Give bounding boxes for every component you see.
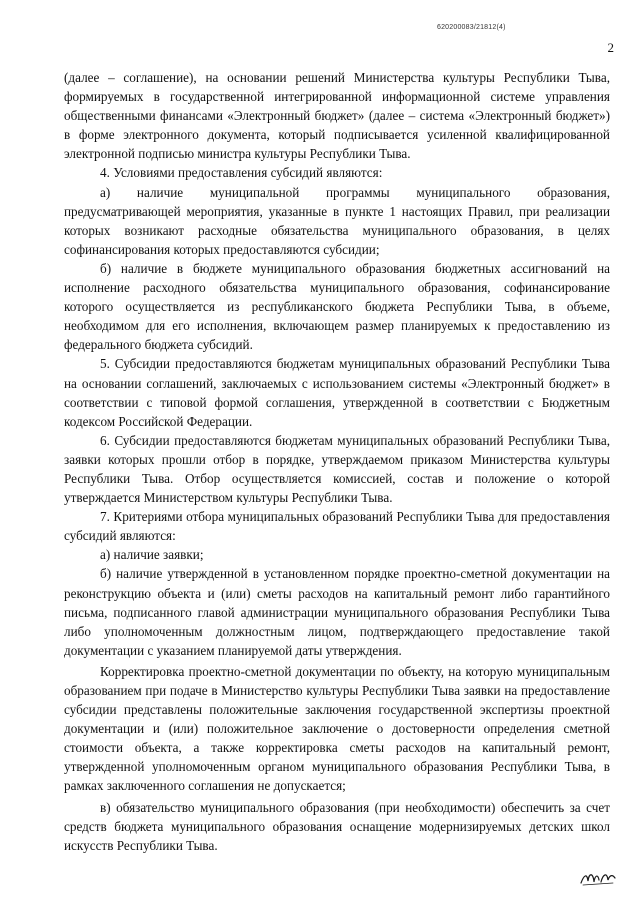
paragraph-7: 7. Критериями отбора муниципальных образований Республики Тыва для предоставления субсидий являются: [64,509,610,544]
paragraph-7b: б) наличие утвержденной в установленном порядке проектно-сметной документации на реконструкцию объекта и (или) сметы расходов на капитальный ремонт либо гарантийного письма, подписанного главой администрации муниципального образования Республики Тыва либо уполномоченным должностным лицом, подтверждающего предоставление такой документации с указанием планируемой даты утверждения. [64,566,610,658]
paragraph-5: 5. Субсидии предоставляются бюджетам муниципальных образований Республики Тыва на основании соглашений, заключаемых с использованием системы «Электронный бюджет» в соответствии с типовой формой соглашения, утвержденной в соответствии с Бюджетным кодексом Российской Федерации. [64,356,610,429]
handwritten-initials-mark [579,866,619,888]
paragraph-4a: а) наличие муниципальной программы муниципального образования, предусматривающей мероприятия, указанные в пункте 1 настоящих Правил, при реализации которых возникают расходные обязательства муниципального образования, в целях софинансирования которых предоставляются субсидии; [64,184,610,257]
paragraph-4: 4. Условиями предоставления субсидий являются: [100,165,383,181]
page-number: 2 [607,40,614,55]
paragraph-intro: (далее – соглашение), на основании решений Министерства культуры Республики Тыва, формируемых в государственной интегрированной информационной системе управления общественными финансами «Электронный бюджет» (далее – система «Электронный бюджет») в форме электронного документа, который подписывается усиленной квалифицированной электронной подписью министра культуры Республики Тыва. [64,70,610,162]
document-body [64,68,610,855]
paragraph-correction: Корректировка проектно-сметной документации по объекту, на которую муниципальным образованием при подаче в Министерство культуры Республики Тыва заявки на предоставление субсидии представлены положительные заключения государственной экспертизы проектной документации и (или) положительное заключение о достоверности определения сметной стоимости объекта, а также корректировка сметы расходов на капитальный ремонт, утвержденной уполномоченным органом муниципального образования Республики Тыва, в рамках заключенного соглашения не допускается; [64,663,610,794]
paragraph-7a: а) наличие заявки; [100,547,204,563]
paragraph-4b: б) наличие в бюджете муниципального образования бюджетных ассигнований на исполнение расходного обязательства муниципального образования, софинансирование которого осуществляется из республиканского бюджета Республики Тыва, в объеме, необходимом для его исполнения, включающем размер планируемых к предоставлению из федерального бюджета субсидий. [64,260,610,353]
paragraph-6: 6. Субсидии предоставляются бюджетам муниципальных образований Республики Тыва, заявки которых прошли отбор в порядке, утверждаемом приказом Министерства культуры Республики Тыва. Отбор осуществляется комиссией, состав и положение о которой утверждается Министерством культуры Республики Тыва. [64,432,610,506]
document-code: 620200083/21812(4) [437,24,506,31]
paragraph-7v: в) обязательство муниципального образования (при необходимости) обеспечить за счет средств бюджета муниципального образования оснащение модернизируемых детских школ искусств Республики Тыва. [64,799,610,853]
